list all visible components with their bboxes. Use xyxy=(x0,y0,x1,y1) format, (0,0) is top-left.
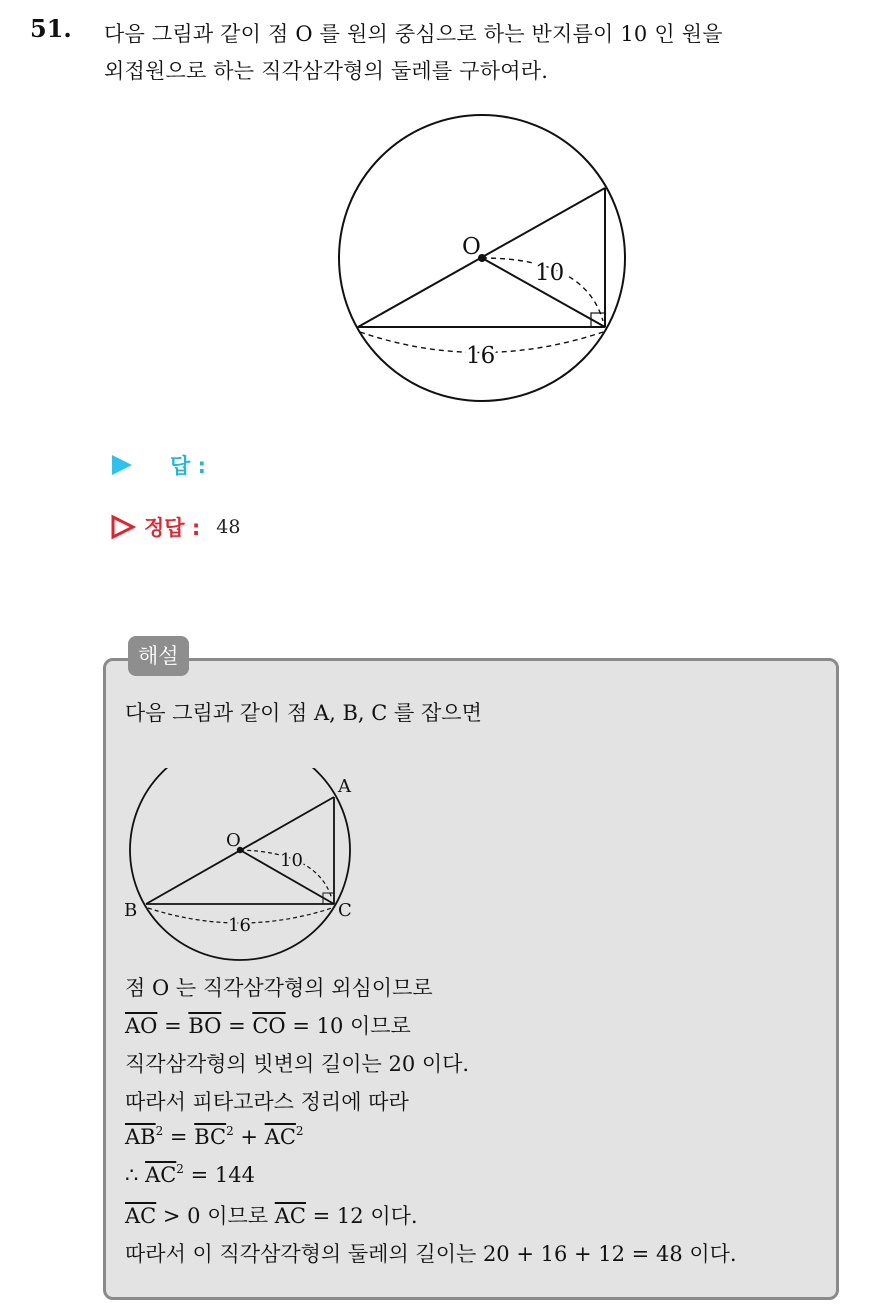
explanation-line-5: $\overline{AB}^2 = \overline{BC}^2 + \overline{AC}^2$ xyxy=(125,1124,304,1149)
explanation-line-1: 점 O 는 직각삼각형의 외심이므로 xyxy=(125,976,433,1000)
explanation-tag: 해설 xyxy=(128,636,189,676)
question-number: 51. xyxy=(30,14,72,43)
segment-ac: $\overline{AC}$ xyxy=(145,1163,177,1187)
segment-ac: $\overline{AC}$ xyxy=(125,1204,157,1228)
exponent: 2 xyxy=(155,1124,164,1138)
correct-answer-label: 정답 : xyxy=(144,516,201,540)
explanation-line-6 xyxy=(125,1162,255,1187)
explanation-line-8: 따라서 이 직각삼각형의 둘레의 길이는 20 + 16 + 12 = 48 이다. xyxy=(125,1242,737,1266)
line-7-tail: = 12 이다. xyxy=(305,1204,418,1228)
segment-bo: $\overline{BO}$ xyxy=(188,1014,222,1038)
radius-label: 10 xyxy=(535,260,565,286)
explanation-line-4: 따라서 피타고라스 정리에 따라 xyxy=(125,1090,409,1114)
segment-ac: $\overline{AC}$ xyxy=(274,1204,306,1228)
segment-ac: $\overline{AC}$ xyxy=(264,1125,296,1149)
explanation-figure xyxy=(118,768,368,968)
line-2-tail: = 10 이므로 xyxy=(285,1014,411,1038)
question-line-1: 다음 그림과 같이 점 O 를 원의 중심으로 하는 반지름이 10 인 원을 xyxy=(104,22,723,46)
correct-answer-row xyxy=(110,512,240,542)
explanation-line-3: 직각삼각형의 빗변의 길이는 20 이다. xyxy=(125,1052,470,1076)
point-a-label: A xyxy=(338,776,351,797)
segment-bc: $\overline{BC}$ xyxy=(194,1125,227,1149)
line-7-mid: > 0 이므로 xyxy=(156,1204,275,1228)
question-line-2: 외접원으로 하는 직각삼각형의 둘레를 구하여라. xyxy=(104,59,549,83)
base-label: 16 xyxy=(228,915,251,936)
therefore-symbol: ∴ xyxy=(125,1163,139,1187)
segment-co: $\overline{CO}$ xyxy=(252,1014,286,1038)
answer-label: 답 : xyxy=(170,454,206,478)
segment-ao: $\overline{AO}$ xyxy=(125,1014,158,1038)
explanation-line-2: $\overline{AO} = \overline{BO} = \overline{CO} = 10$ 이므로 xyxy=(125,1014,411,1038)
answer-row xyxy=(110,450,206,480)
center-label: O xyxy=(462,234,481,260)
outline-arrow-icon xyxy=(110,514,136,540)
line-6-tail: = 144 xyxy=(183,1163,255,1187)
exponent: 2 xyxy=(176,1162,184,1176)
point-b-label: B xyxy=(124,900,138,921)
radius-label: 10 xyxy=(280,850,303,871)
correct-answer-value: 48 xyxy=(216,516,241,538)
base-label: 16 xyxy=(466,343,496,369)
exponent: 2 xyxy=(295,1124,304,1138)
exponent: 2 xyxy=(226,1124,234,1138)
question-text xyxy=(104,16,874,90)
explanation-line-7 xyxy=(125,1200,418,1230)
question-figure xyxy=(330,108,640,413)
point-c-label: C xyxy=(338,900,352,921)
explanation-intro: 다음 그림과 같이 점 A, B, C 를 잡으면 xyxy=(125,701,482,725)
play-arrow-icon xyxy=(110,453,134,477)
segment-ab: $\overline{AB}$ xyxy=(125,1125,156,1149)
center-label: O xyxy=(226,830,241,851)
